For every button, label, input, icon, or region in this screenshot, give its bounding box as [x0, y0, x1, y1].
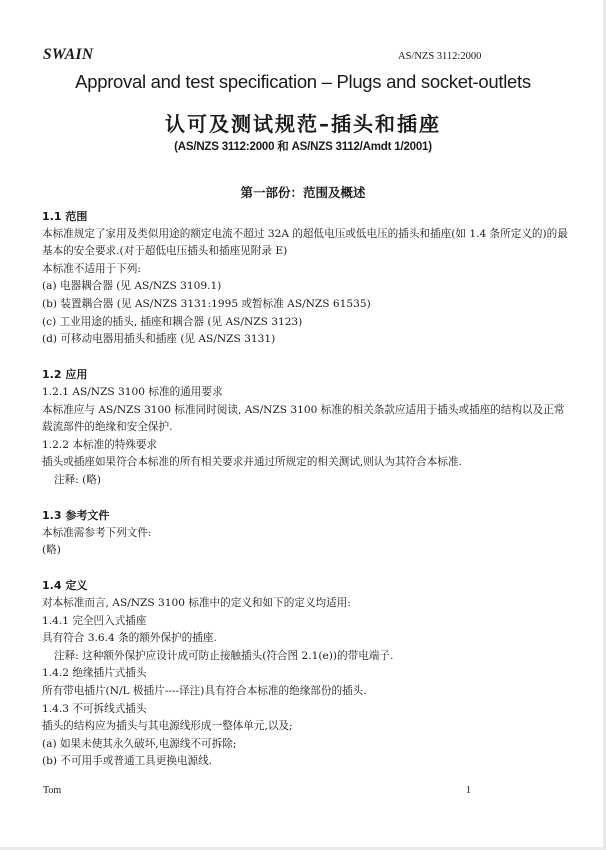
- paragraph: 对本标准而言, AS/NZS 3100 标准中的定义和如下的定义均适用:: [42, 597, 351, 610]
- header-standard-number: AS/NZS 3112:2000: [398, 51, 482, 62]
- footer-author: Tom: [43, 785, 62, 796]
- list-item: (a) 如果未使其永久破坏,电源线不可拆除;: [42, 737, 237, 750]
- section-heading-references: 1.3 参考文件: [42, 509, 110, 523]
- subsection-heading: 1.4.2 绝缘插片式插头: [42, 667, 147, 680]
- footer-page-number: 1: [466, 785, 471, 796]
- list-item: (b) 不可用手或普通工具更换电源线.: [42, 755, 213, 768]
- list-item: (d) 可移动电器用插头和插座 (见 AS/NZS 3131): [42, 333, 276, 346]
- list-item: (a) 电器耦合器 (见 AS/NZS 3109.1): [42, 280, 222, 293]
- paragraph: 插头的结构应为插头与其电源线形成一整体单元,以及;: [42, 720, 293, 733]
- title-chinese: 认可及测试规范–插头和插座: [165, 112, 441, 136]
- note: 注释: (略): [54, 473, 101, 486]
- list-item: (c) 工业用途的插头, 插座和耦合器 (见 AS/NZS 3123): [42, 315, 303, 328]
- paragraph: 本标准应与 AS/NZS 3100 标准同时阅读, AS/NZS 3100 标准的相关条款应适用于插头或插座的结构以及正常载流部件的绝缘和安全保护.: [42, 403, 565, 434]
- subsection-heading: 1.4.3 不可拆线式插头: [42, 702, 147, 715]
- note: 注释: 这种额外保护应设计成可防止接触插头(符合图 2.1(e))的带电端子.: [54, 649, 394, 662]
- paragraph: 本标准不适用于下列:: [42, 262, 141, 275]
- part-title: 第一部份：范围及概述: [240, 185, 366, 200]
- section-heading-definitions: 1.4 定义: [42, 579, 88, 593]
- section-heading-scope: 1.1 范围: [42, 210, 88, 223]
- title-english: Approval and test specification – Plugs and socket-outlets: [75, 71, 531, 92]
- paragraph: 本标准需参考下列文件:: [42, 526, 152, 539]
- paragraph: 本标准规定了家用及类似用途的额定电流不超过 32A 的超低电压或低电压的插头和插座(如 1.4 条所定义的)的最基本的安全要求.(对于超低电压插头和插座见附录 E): [42, 227, 568, 258]
- subsection-heading: 1.2.1 AS/NZS 3100 标准的通用要求: [42, 385, 223, 398]
- paragraph: 插头或插座如果符合本标准的所有相关要求并通过所规定的相关测试,则认为其符合本标准.: [42, 456, 462, 469]
- section-heading-application: 1.2 应用: [42, 368, 88, 382]
- paragraph: 所有带电插片(N/L 极插片----译注)具有符合本标准的绝缘部份的插头.: [42, 685, 367, 698]
- paragraph: (略): [42, 544, 61, 557]
- title-subtitle: (AS/NZS 3112:2000 和 AS/NZS 3112/Amdt 1/2001): [174, 141, 432, 153]
- subsection-heading: 1.2.2 本标准的特殊要求: [42, 438, 158, 451]
- subsection-heading: 1.4.1 完全凹入式插座: [42, 614, 147, 627]
- document-body: [42, 208, 572, 771]
- list-item: (b) 装置耦合器 (见 AS/NZS 3131:1995 或暂标准 AS/NZS 61535): [42, 297, 371, 310]
- paragraph: 具有符合 3.6.4 条的额外保护的插座.: [42, 632, 217, 645]
- header-brand: SWAIN: [43, 46, 94, 63]
